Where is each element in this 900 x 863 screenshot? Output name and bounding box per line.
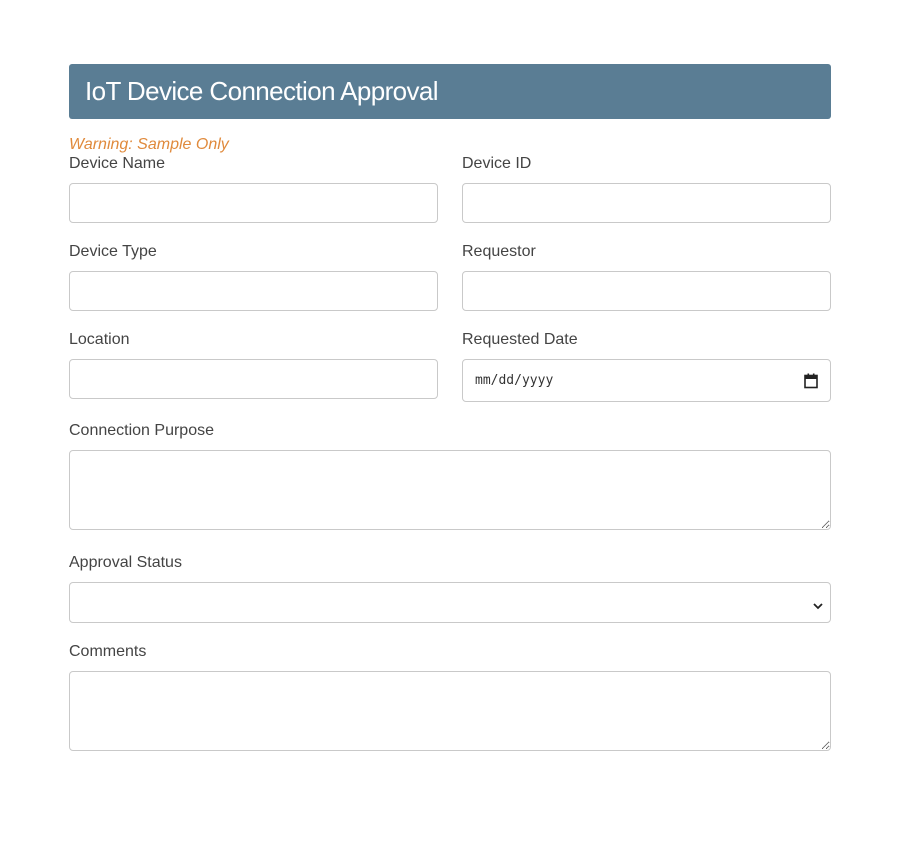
comments-textarea[interactable] — [69, 671, 831, 751]
approval-status-label: Approval Status — [69, 554, 182, 571]
chevron-down-icon — [812, 598, 824, 608]
requested-date-input[interactable] — [462, 359, 831, 402]
device-name-input[interactable] — [69, 183, 438, 223]
connection-purpose-textarea[interactable] — [69, 450, 831, 530]
connection-purpose-label: Connection Purpose — [69, 422, 214, 439]
warning-notice: Warning: Sample Only — [69, 136, 229, 153]
page-title: IoT Device Connection Approval — [85, 76, 438, 106]
requested-date-label: Requested Date — [462, 331, 578, 348]
date-placeholder: mm/dd/yyyy — [475, 373, 554, 388]
device-type-label: Device Type — [69, 243, 157, 260]
comments-label: Comments — [69, 643, 147, 660]
calendar-icon[interactable] — [804, 373, 818, 389]
device-id-label: Device ID — [462, 155, 532, 172]
requestor-input[interactable] — [462, 271, 831, 311]
device-name-label: Device Name — [69, 155, 166, 172]
form-header — [69, 64, 831, 119]
location-input[interactable] — [69, 359, 438, 399]
approval-status-select[interactable] — [69, 582, 831, 623]
requestor-label: Requestor — [462, 243, 536, 260]
device-id-input[interactable] — [462, 183, 831, 223]
device-type-input[interactable] — [69, 271, 438, 311]
location-label: Location — [69, 331, 130, 348]
